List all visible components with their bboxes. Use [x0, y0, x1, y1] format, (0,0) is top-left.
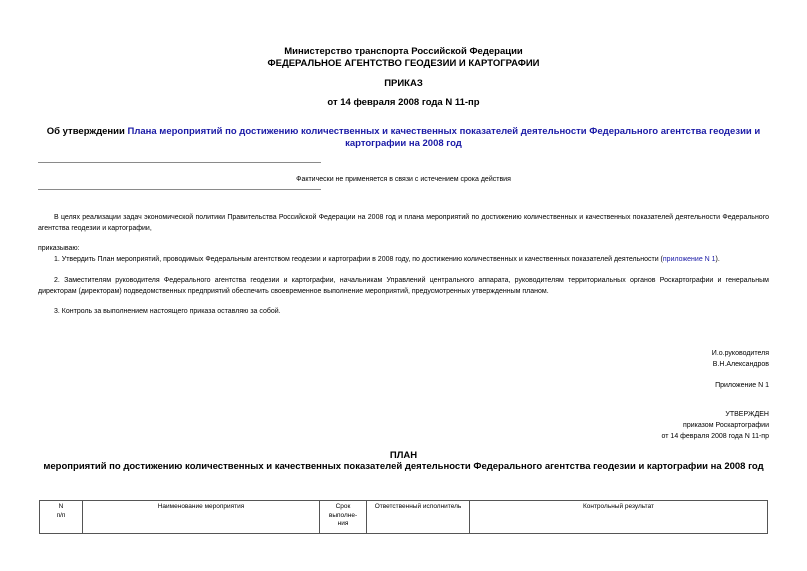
item1-text: 1. Утвердить План мероприятий, проводимых Федеральным агентством геодезии и картографии в 2008 году, по достижению количественных и качественных показателей деятельности ( — [54, 256, 663, 263]
subject-prefix: Об утверждении — [46, 126, 125, 137]
approved-date: от 14 февраля 2008 года N 11-пр — [661, 433, 769, 440]
agency-name: ФЕДЕРАЛЬНОЕ АГЕНТСТВО ГЕОДЕЗИИ И КАРТОГРАФИИ — [267, 58, 540, 69]
order-word: приказываю: — [38, 245, 80, 252]
doc-date: от 14 февраля 2008 года N 11-пр — [327, 97, 480, 108]
col-deadline-header — [320, 501, 367, 534]
approved-by: приказом Роскартографии — [683, 422, 769, 429]
col-deadline-line2: выполне- — [328, 511, 358, 519]
plan-table — [39, 500, 768, 534]
appendix-link[interactable]: приложение N 1 — [662, 256, 716, 263]
ministry-name: Министерство транспорта Российской Федерации — [284, 46, 523, 57]
order-item-3: 3. Контроль за выполнением настоящего приказа оставляю за собой. — [54, 308, 281, 315]
order-item-2: 2. Заместителям руководителя Федерального агентства геодезии и картографии, начальникам Управлений центрального аппарата, руководителям территориальных органов Роскартографии и генеральным директорам (директорам) подведомственных предприятий обеспечить своевременное выполнение мероприятий, предусмотренных утвержденным планом. — [38, 277, 769, 295]
col-activity-header: Наименование мероприятия — [83, 501, 320, 534]
table-header-row — [40, 501, 768, 534]
doc-subject — [38, 126, 769, 150]
col-number-line1: N — [58, 503, 64, 510]
plan-subtitle: мероприятий по достижению количественных и качественных показателей деятельности Федерального агентства геодезии и картографии на 2008 год — [43, 461, 764, 472]
col-deadline-line1: Срок — [335, 503, 351, 510]
intro-paragraph: В целях реализации задач экономической политики Правительства Российской Федерации на 2008 год и плана мероприятий по достижению количественных и качественных показателей деятельности Федерального агентства геодезии и картографии, — [38, 214, 769, 232]
plan-title: ПЛАН — [389, 450, 418, 461]
divider-top — [38, 162, 321, 163]
subject-link[interactable]: Плана мероприятий по достижению количественных и качественных показателей деятельности Федерального агентства геодезии и картографии на 2008 год — [127, 126, 761, 149]
signer-position: И.о.руководителя — [711, 350, 769, 357]
order-item-1 — [38, 254, 769, 265]
col-number-header — [40, 501, 83, 534]
doc-type: ПРИКАЗ — [384, 78, 423, 89]
item1-end: ). — [715, 256, 720, 263]
approved-label: УТВЕРЖДЕН — [725, 411, 769, 418]
status-note: Фактически не применяется в связи с истечением срока действия — [296, 176, 511, 183]
signer-name: В.Н.Александров — [712, 361, 769, 368]
divider-bottom — [38, 189, 321, 190]
col-deadline-line3: ния — [337, 520, 349, 527]
col-result-header: Контрольный результат — [470, 501, 768, 534]
appendix-label: Приложение N 1 — [715, 382, 769, 389]
col-number-line2: п/п — [56, 511, 66, 519]
col-responsible-header: Ответственный исполнитель — [367, 501, 470, 534]
